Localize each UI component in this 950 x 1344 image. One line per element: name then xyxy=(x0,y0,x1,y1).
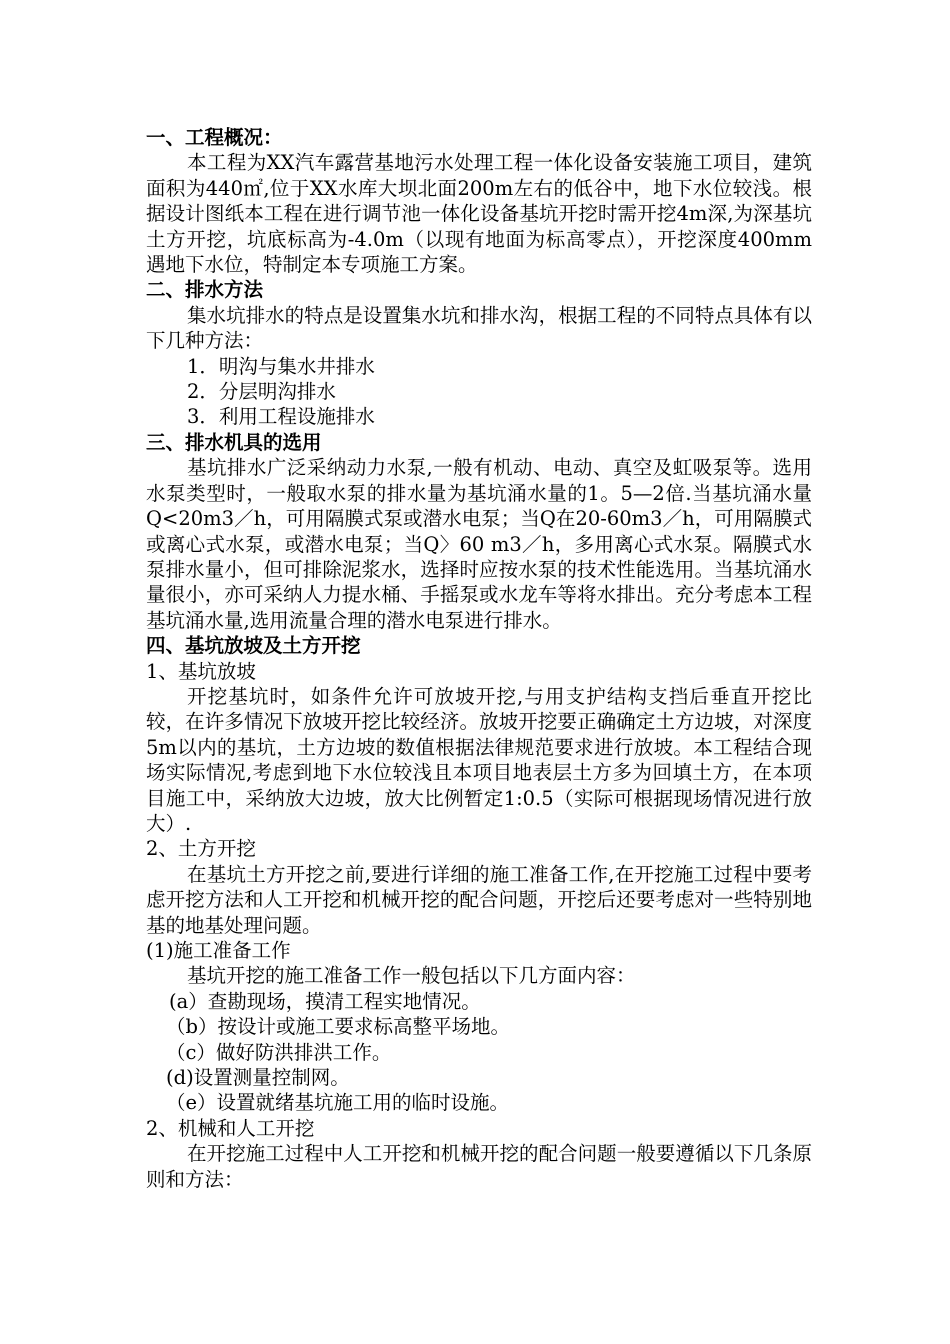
prep-item: （c）做好防洪排洪工作。 xyxy=(166,1040,392,1064)
section-heading-slope-excavation: 四、基坑放坡及土方开挖 xyxy=(146,634,361,658)
section-heading-equipment: 三、排水机具的选用 xyxy=(146,430,322,454)
prep-item: (d)设置测量控制网。 xyxy=(166,1066,350,1090)
overview-paragraph: 本工程为XX汽车露营基地污水处理工程一体化设备安装施工项目，建筑面积为440㎡,位于XX水库大坝北面200m左右的低谷中，地下水位较浅。根据设计图纸本工程在进行调节池一体化设备基坑开挖时需开挖4m深,为深基坑土方开挖，坑底标高为-4.0m（以现有地面为标高零点），开挖深度400mm遇地下水位，特制定本专项施工方案。 xyxy=(146,151,812,277)
section-heading-overview: 一、工程概况： xyxy=(146,126,283,149)
slope-paragraph: 开挖基坑时，如条件允许可放坡开挖,与用支护结构支挡后垂直开挖比较，在许多情况下放坡开挖比较经济。放坡开挖要正确确定土方边坡，对深度5m以内的基坑，土方边坡的数值根据法律规范要求进行放坡。本工程结合现场实际情况,考虑到地下水位较浅且本项目地表层土方多为回填土方，在本项目施工中，采纳放大边坡，放大比例暂定1:0.5（实际可根据现场情况进行放大）. xyxy=(146,684,812,835)
prep-item: (a）查勘现场，摸清工程实地情况。 xyxy=(169,989,481,1013)
drainage-method-paragraph: 集水坑排水的特点是设置集水坑和排水沟，根据工程的不同特点具体有以下几种方法： xyxy=(146,303,812,353)
prep-item: （e）设置就绪基坑施工用的临时设施。 xyxy=(166,1091,510,1115)
equipment-paragraph: 基坑排水广泛采纳动力水泵,一般有机动、电动、真空及虹吸泵等。选用水泵类型时，一般取水泵的排水量为基坑涌水量的1。5—2倍.当基坑涌水量Q<20m3／h，可用隔膜式泵或潜水电泵；当Q在20-60m3／h，可用隔膜式或离心式水泵，或潜水电泵；当Q〉60 m3／h，多用离心式水泵。隔膜式水泵排水量小，但可排除泥浆水，选择时应按水泵的技术性能选用。当基坑涌水量很小，亦可采纳人力提水桶、手摇泵或水龙车等将水排出。充分考虑本工程基坑涌水量,选用流量合理的潜水电泵进行排水。 xyxy=(146,456,812,632)
subsection-title-machine-manual: 2、机械和人工开挖 xyxy=(146,1116,315,1140)
drainage-method-item: 2．分层明沟排水 xyxy=(187,380,336,404)
subsection-title-excavation: 2、土方开挖 xyxy=(146,837,256,861)
prep-title: (1)施工准备工作 xyxy=(146,939,291,962)
drainage-method-item: 1．明沟与集水井排水 xyxy=(187,354,375,378)
subsection-title-slope: 1、基坑放坡 xyxy=(146,659,256,683)
section-heading-drainage-method: 二、排水方法 xyxy=(146,278,264,302)
document-body xyxy=(146,125,812,1192)
prep-intro: 基坑开挖的施工准备工作一般包括以下几方面内容： xyxy=(187,964,636,988)
excavation-paragraph: 在基坑土方开挖之前,要进行详细的施工准备工作,在开挖施工过程中要考虑开挖方法和人工开挖和机械开挖的配合问题，开挖后还要考虑对一些特别地基的地基处理问题。 xyxy=(146,862,812,937)
drainage-method-item: 3．利用工程设施排水 xyxy=(187,405,375,429)
machine-manual-paragraph: 在开挖施工过程中人工开挖和机械开挖的配合问题一般要遵循以下几条原则和方法： xyxy=(146,1142,812,1191)
prep-item: （b）按设计或施工要求标高整平场地。 xyxy=(166,1015,510,1039)
